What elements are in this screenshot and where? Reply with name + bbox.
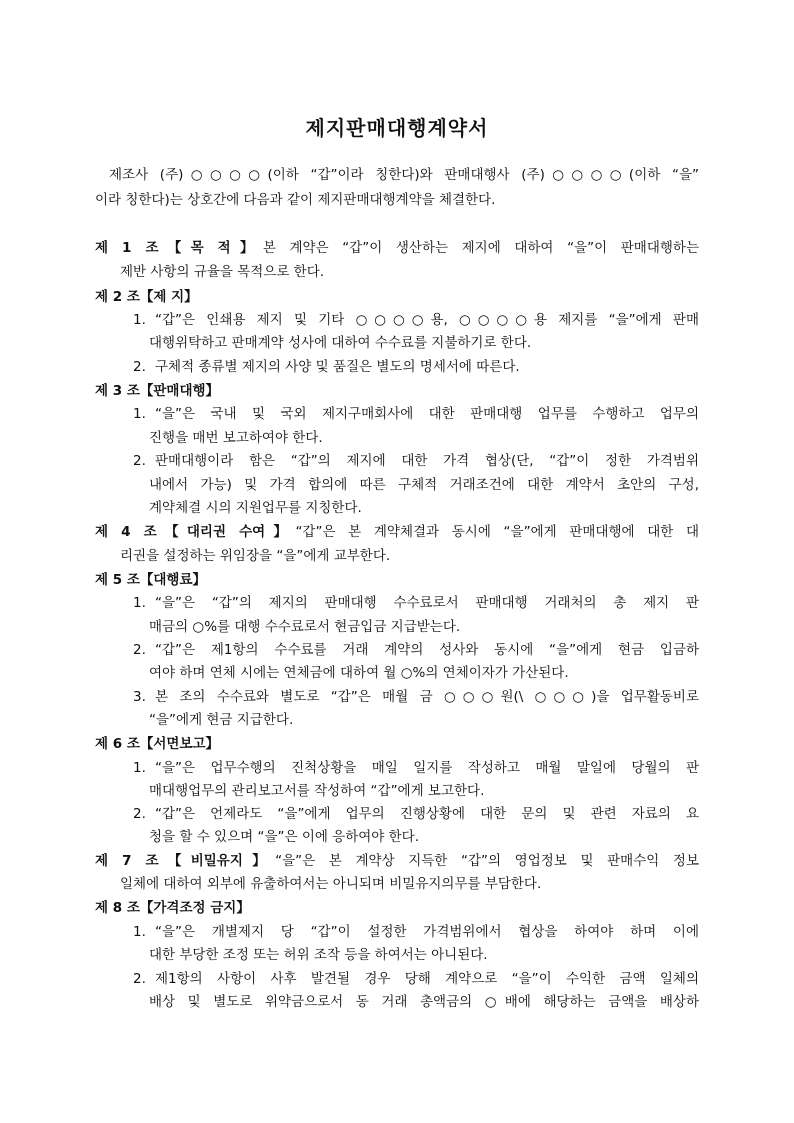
article-3-heading: 제 3 조【판매대행】 bbox=[95, 383, 220, 399]
article-6-item-2: 2. “갑”은 언제라도 “을”에게 업무의 진행상황에 대한 문의 및 관련 자료의 요 bbox=[133, 806, 699, 822]
article-5-item-1: 1. “을”은 “갑”의 제지의 판매대행 수수료로서 판매대행 거래처의 총 제지 판 bbox=[133, 595, 699, 611]
article-7-text: “을”은 본 계약상 지득한 “갑”의 영업정보 및 판매수익 정보 bbox=[275, 853, 699, 869]
article-6-item-2-cont: 청을 할 수 있으며 “을”은 이에 응하여야 한다. bbox=[149, 829, 420, 845]
article-5-item-2-cont: 여야 하며 연체 시에는 연체금에 대하여 월 ○%의 연체이자가 가산된다. bbox=[149, 665, 569, 681]
article-6-item-1: 1. “을”은 업무수행의 진척상황을 매일 일지를 작성하고 매월 말일에 당월의 판 bbox=[133, 760, 699, 776]
article-3-item-1: 1. “을”은 국내 및 국외 제지구매회사에 대한 판매대행 업무를 수행하고 업무의 bbox=[133, 406, 699, 422]
article-7 bbox=[95, 849, 699, 869]
article-5-item-2: 2. “갑”은 제1항의 수수료를 거래 계약의 성사와 동시에 “을”에게 현금 입금하 bbox=[133, 642, 699, 658]
article-5-item-3-cont: “을”에게 현금 지급한다. bbox=[149, 712, 294, 728]
article-7-text-cont: 일체에 대하여 외부에 유출하여서는 아니되며 비밀유지의무를 부담한다. bbox=[120, 876, 542, 892]
intro-line-2: 이라 칭한다)는 상호간에 다음과 같이 제지판매대행계약을 체결한다. bbox=[95, 192, 496, 208]
intro-paragraph bbox=[95, 163, 699, 213]
article-5-item-1-cont: 매금의 ○%를 대행 수수료로서 현금입금 지급받는다. bbox=[149, 619, 461, 635]
article-6-item-1-cont: 매대행업무의 관리보고서를 작성하여 “갑”에게 보고한다. bbox=[149, 783, 485, 799]
article-1 bbox=[95, 236, 699, 256]
article-3-item-2-cont: 내에서 가능) 및 가격 합의에 따른 구체적 거래조건에 대한 계약서 초안의 구성, bbox=[149, 477, 699, 493]
document-title: 제지판매대행계약서 bbox=[305, 116, 489, 140]
article-1-heading: 제 1 조【목 적】 bbox=[95, 240, 263, 256]
article-4 bbox=[95, 520, 699, 540]
article-3-item-2: 2. 판매대행이라 함은 “갑”의 제지에 대한 가격 협상(단, “갑”이 정한 가격범위 bbox=[133, 453, 699, 469]
article-4-heading: 제 4 조【대리권 수여】 bbox=[95, 524, 296, 540]
article-8-heading: 제 8 조【가격조정 금지】 bbox=[95, 900, 250, 916]
article-3-item-2-cont-2: 계약체결 시의 지원업무를 지칭한다. bbox=[149, 500, 362, 516]
article-1-text-cont: 제반 사항의 규율을 목적으로 한다. bbox=[120, 264, 325, 280]
article-4-text-cont: 리권을 설정하는 위임장을 “을”에게 교부한다. bbox=[120, 548, 391, 564]
article-8-item-2-cont: 배상 및 별도로 위약금으로서 동 거래 총액금의 ○배에 해당하는 금액을 배상하 bbox=[149, 994, 699, 1010]
article-6-heading: 제 6 조【서면보고】 bbox=[95, 736, 220, 752]
article-4-text: “갑”은 본 계약체결과 동시에 “을”에게 판매대행에 대한 대 bbox=[295, 524, 700, 540]
article-8-item-2: 2. 제1항의 사항이 사후 발견될 경우 당해 계약으로 “을”이 수익한 금액 일체의 bbox=[133, 971, 699, 987]
article-3-item-1-cont: 진행을 매번 보고하여야 한다. bbox=[149, 430, 323, 446]
article-7-heading: 제 7 조【비밀유지】 bbox=[95, 853, 276, 869]
article-2-item-1-cont: 대행위탁하고 판매계약 성사에 대하여 수수료를 지불하기로 한다. bbox=[149, 335, 532, 351]
article-5-heading: 제 5 조【대행료】 bbox=[95, 572, 206, 588]
article-8-item-1-cont: 대한 부당한 조정 또는 허위 조작 등을 하여서는 아니된다. bbox=[149, 947, 488, 963]
article-1-text: 본 계약은 “갑”이 생산하는 제지에 대하여 “을”이 판매대행하는 bbox=[262, 240, 699, 256]
article-8-item-1: 1. “을”은 개별제지 당 “갑”이 설정한 가격범위에서 협상을 하여야 하며 이에 bbox=[133, 924, 699, 940]
article-2-heading: 제 2 조【제 지】 bbox=[95, 289, 198, 305]
article-2-item-1: 1. “갑”은 인쇄용 제지 및 기타 ○○○○용, ○○○○용 제지를 “을”에게 판매 bbox=[133, 312, 699, 328]
intro-line-1: 제조사 (주)○○○○(이하 “갑”이라 칭한다)와 판매대행사 (주)○○○○(이하 “을” bbox=[109, 167, 699, 183]
article-5-item-3: 3. 본 조의 수수료와 별도로 “갑”은 매월 금 ○○○원(\ ○○○)을 업무활동비로 bbox=[133, 689, 699, 705]
article-2-item-2: 2. 구체적 종류별 제지의 사양 및 품질은 별도의 명세서에 따른다. bbox=[133, 359, 520, 375]
